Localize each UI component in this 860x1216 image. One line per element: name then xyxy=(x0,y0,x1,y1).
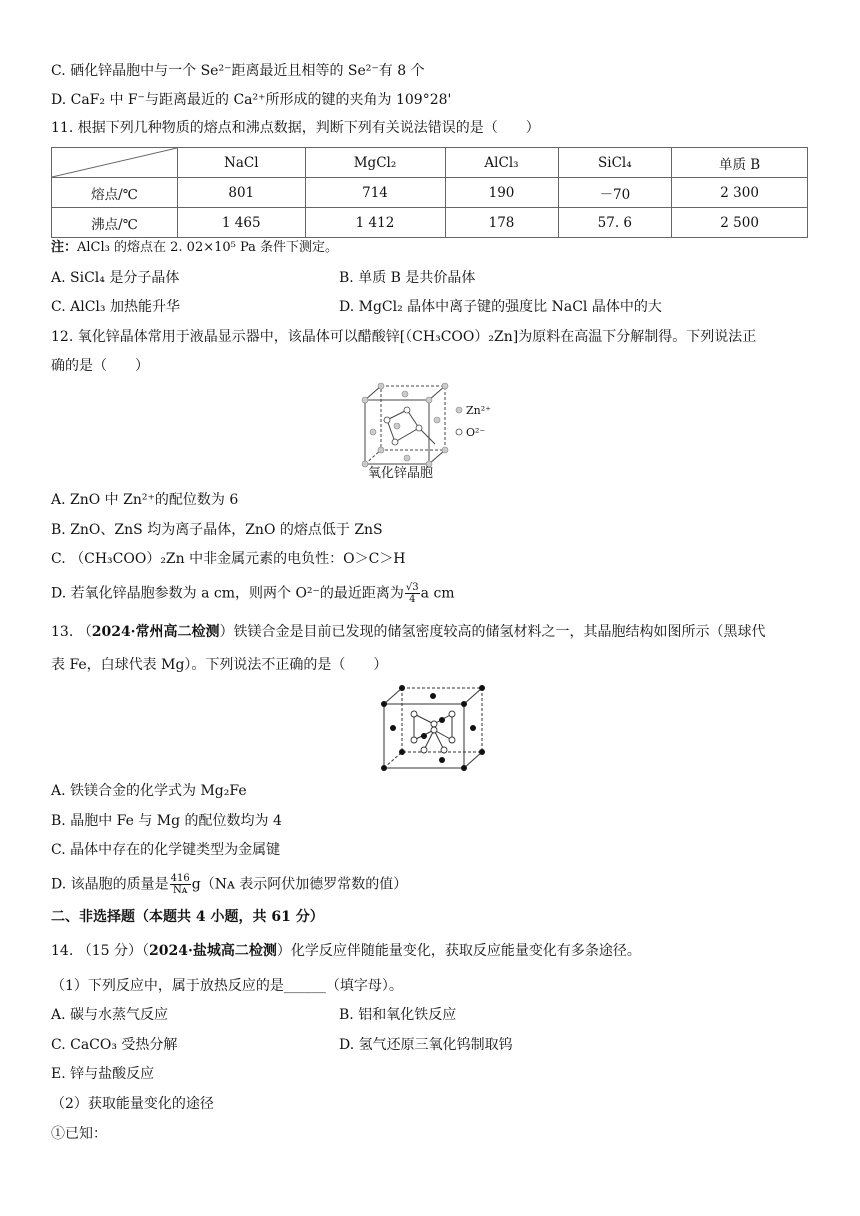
q14-options-ab xyxy=(51,1005,457,1025)
q14-options-cd xyxy=(51,1035,513,1055)
option-d-tail: a cm xyxy=(420,585,455,602)
q14-number: 14. （15 分）（ xyxy=(51,943,149,959)
section-heading: 二、非选择题（本题共 4 小题，共 61 分） xyxy=(51,909,324,925)
legend-zn-ion: Zn²⁺ xyxy=(466,404,491,417)
q14-stem xyxy=(51,941,641,961)
q14-known: ①已知： xyxy=(51,1126,107,1142)
q12-stem-line1: 12. 氧化锌晶体常用于液晶显示器中，该晶体可以醋酸锌[（CH₃COO）₂Zn]为原料在高温下分解制得。下列说法正 xyxy=(51,329,757,345)
q10-option-d: D. CaF₂ 中 F⁻与距离最近的 Ca²⁺所形成的键的夹角为 109°28' xyxy=(51,92,452,108)
table-cell: 57. 6 xyxy=(558,208,672,238)
option-d-text: D. 若氧化锌晶胞参数为 a cm，则两个 O²⁻的最近距离为 xyxy=(51,585,404,602)
q14-subquestion-1: （1）下列反应中，属于放热反应的是______（填字母）。 xyxy=(51,978,403,994)
figure-caption: 氧化锌晶胞 xyxy=(368,466,434,481)
q13-source: 2024·常州高二检测 xyxy=(91,624,220,640)
q13-option-b: B. 晶胞中 Fe 与 Mg 的配位数均为 4 xyxy=(51,813,282,829)
denominator: Nᴀ xyxy=(172,885,188,896)
q13-stem-text: ）铁镁合金是目前已发现的储氢密度较高的储氢材料之一，其晶胞结构如图所示（黑球代 xyxy=(219,624,766,640)
q11-option-a: A. SiCl₄ 是分子晶体 xyxy=(51,270,180,286)
fraction xyxy=(170,873,191,896)
q14-option-e: E. 锌与盐酸反应 xyxy=(51,1066,155,1082)
legend-o-ion: O²⁻ xyxy=(466,426,486,439)
q12-option-a: A. ZnO 中 Zn²⁺的配位数为 6 xyxy=(51,492,239,508)
q12-option-d xyxy=(51,582,455,605)
q12-stem-line2: 确的是（ ） xyxy=(51,358,149,374)
table-header-cell: SiCl₄ xyxy=(558,148,672,178)
table-header-cell: MgCl₂ xyxy=(305,148,445,178)
q14-option-a: A. 碳与水蒸气反应 xyxy=(51,1007,169,1023)
table-cell: 178 xyxy=(445,208,558,238)
row-label: 熔点/℃ xyxy=(52,178,178,208)
note-text: AlCl₃ 的熔点在 2. 02×10⁵ Pa 条件下测定。 xyxy=(77,240,339,255)
q12-option-b: B. ZnO、ZnS 均为离子晶体，ZnO 的熔点低于 ZnS xyxy=(51,522,383,538)
table-row xyxy=(52,208,808,238)
table-header-cell: NaCl xyxy=(178,148,306,178)
q12-option-c: C. （CH₃COO）₂Zn 中非金属元素的电负性：O＞C＞H xyxy=(51,551,406,567)
iron-magnesium-unit-cell-figure xyxy=(378,684,488,774)
fraction xyxy=(405,582,420,605)
note-label: 注： xyxy=(51,240,78,255)
q14-source: 2024·盐城高二检测 xyxy=(148,943,277,959)
q11-options-cd xyxy=(51,297,662,317)
table-cell: －70 xyxy=(558,178,672,208)
numerator: √3 xyxy=(405,582,419,593)
q11-option-c: C. AlCl₃ 加热能升华 xyxy=(51,299,180,315)
table-corner-cell xyxy=(52,148,178,178)
row-label: 沸点/℃ xyxy=(52,208,178,238)
q13-stem-line1 xyxy=(51,622,766,642)
q14-option-b: B. 铝和氧化铁反应 xyxy=(339,1007,457,1023)
table-header-cell: AlCl₃ xyxy=(445,148,558,178)
q11-stem: 11. 根据下列几种物质的熔点和沸点数据，判断下列有关说法错误的是（ ） xyxy=(51,120,540,136)
q11-option-b: B. 单质 B 是共价晶体 xyxy=(339,270,476,286)
q13-option-c: C. 晶体中存在的化学键类型为金属键 xyxy=(51,842,281,858)
q10-option-c: C. 硒化锌晶胞中与一个 Se²⁻距离最近且相等的 Se²⁻有 8 个 xyxy=(51,63,425,79)
table-header-row xyxy=(52,148,808,178)
q13-number: 13. （ xyxy=(51,624,92,640)
table-row xyxy=(52,178,808,208)
table-cell: 1 465 xyxy=(178,208,306,238)
melting-boiling-table xyxy=(51,147,808,238)
diagonal-line xyxy=(52,148,177,177)
q13-option-d xyxy=(51,873,407,896)
q13-option-a: A. 铁镁合金的化学式为 Mg₂Fe xyxy=(51,783,247,799)
option-d-text: D. 该晶胞的质量是 xyxy=(51,876,169,893)
table-cell: 2 300 xyxy=(672,178,808,208)
q14-option-c: C. CaCO₃ 受热分解 xyxy=(51,1037,178,1053)
q11-note xyxy=(51,238,338,258)
option-d-tail: g（Nᴀ 表示阿伏加德罗常数的值） xyxy=(191,876,408,893)
table-cell: 801 xyxy=(178,178,306,208)
denominator: 4 xyxy=(409,594,416,605)
table-cell: 1 412 xyxy=(305,208,445,238)
q11-option-d: D. MgCl₂ 晶体中离子键的强度比 NaCl 晶体中的大 xyxy=(339,299,662,315)
table-header-cell: 单质 B xyxy=(672,148,808,178)
numerator: 416 xyxy=(170,873,190,884)
q14-option-d: D. 氢气还原三氧化钨制取钨 xyxy=(339,1037,513,1053)
q14-subquestion-2: （2）获取能量变化的途径 xyxy=(51,1096,214,1112)
q11-options-ab xyxy=(51,268,476,288)
table-cell: 2 500 xyxy=(672,208,808,238)
table-cell: 190 xyxy=(445,178,558,208)
q13-stem-line2: 表 Fe，白球代表 Mg）。下列说法不正确的是（ ） xyxy=(51,657,388,673)
q14-stem-text: ）化学反应伴随能量变化，获取反应能量变化有多条途径。 xyxy=(276,943,641,959)
table-cell: 714 xyxy=(305,178,445,208)
